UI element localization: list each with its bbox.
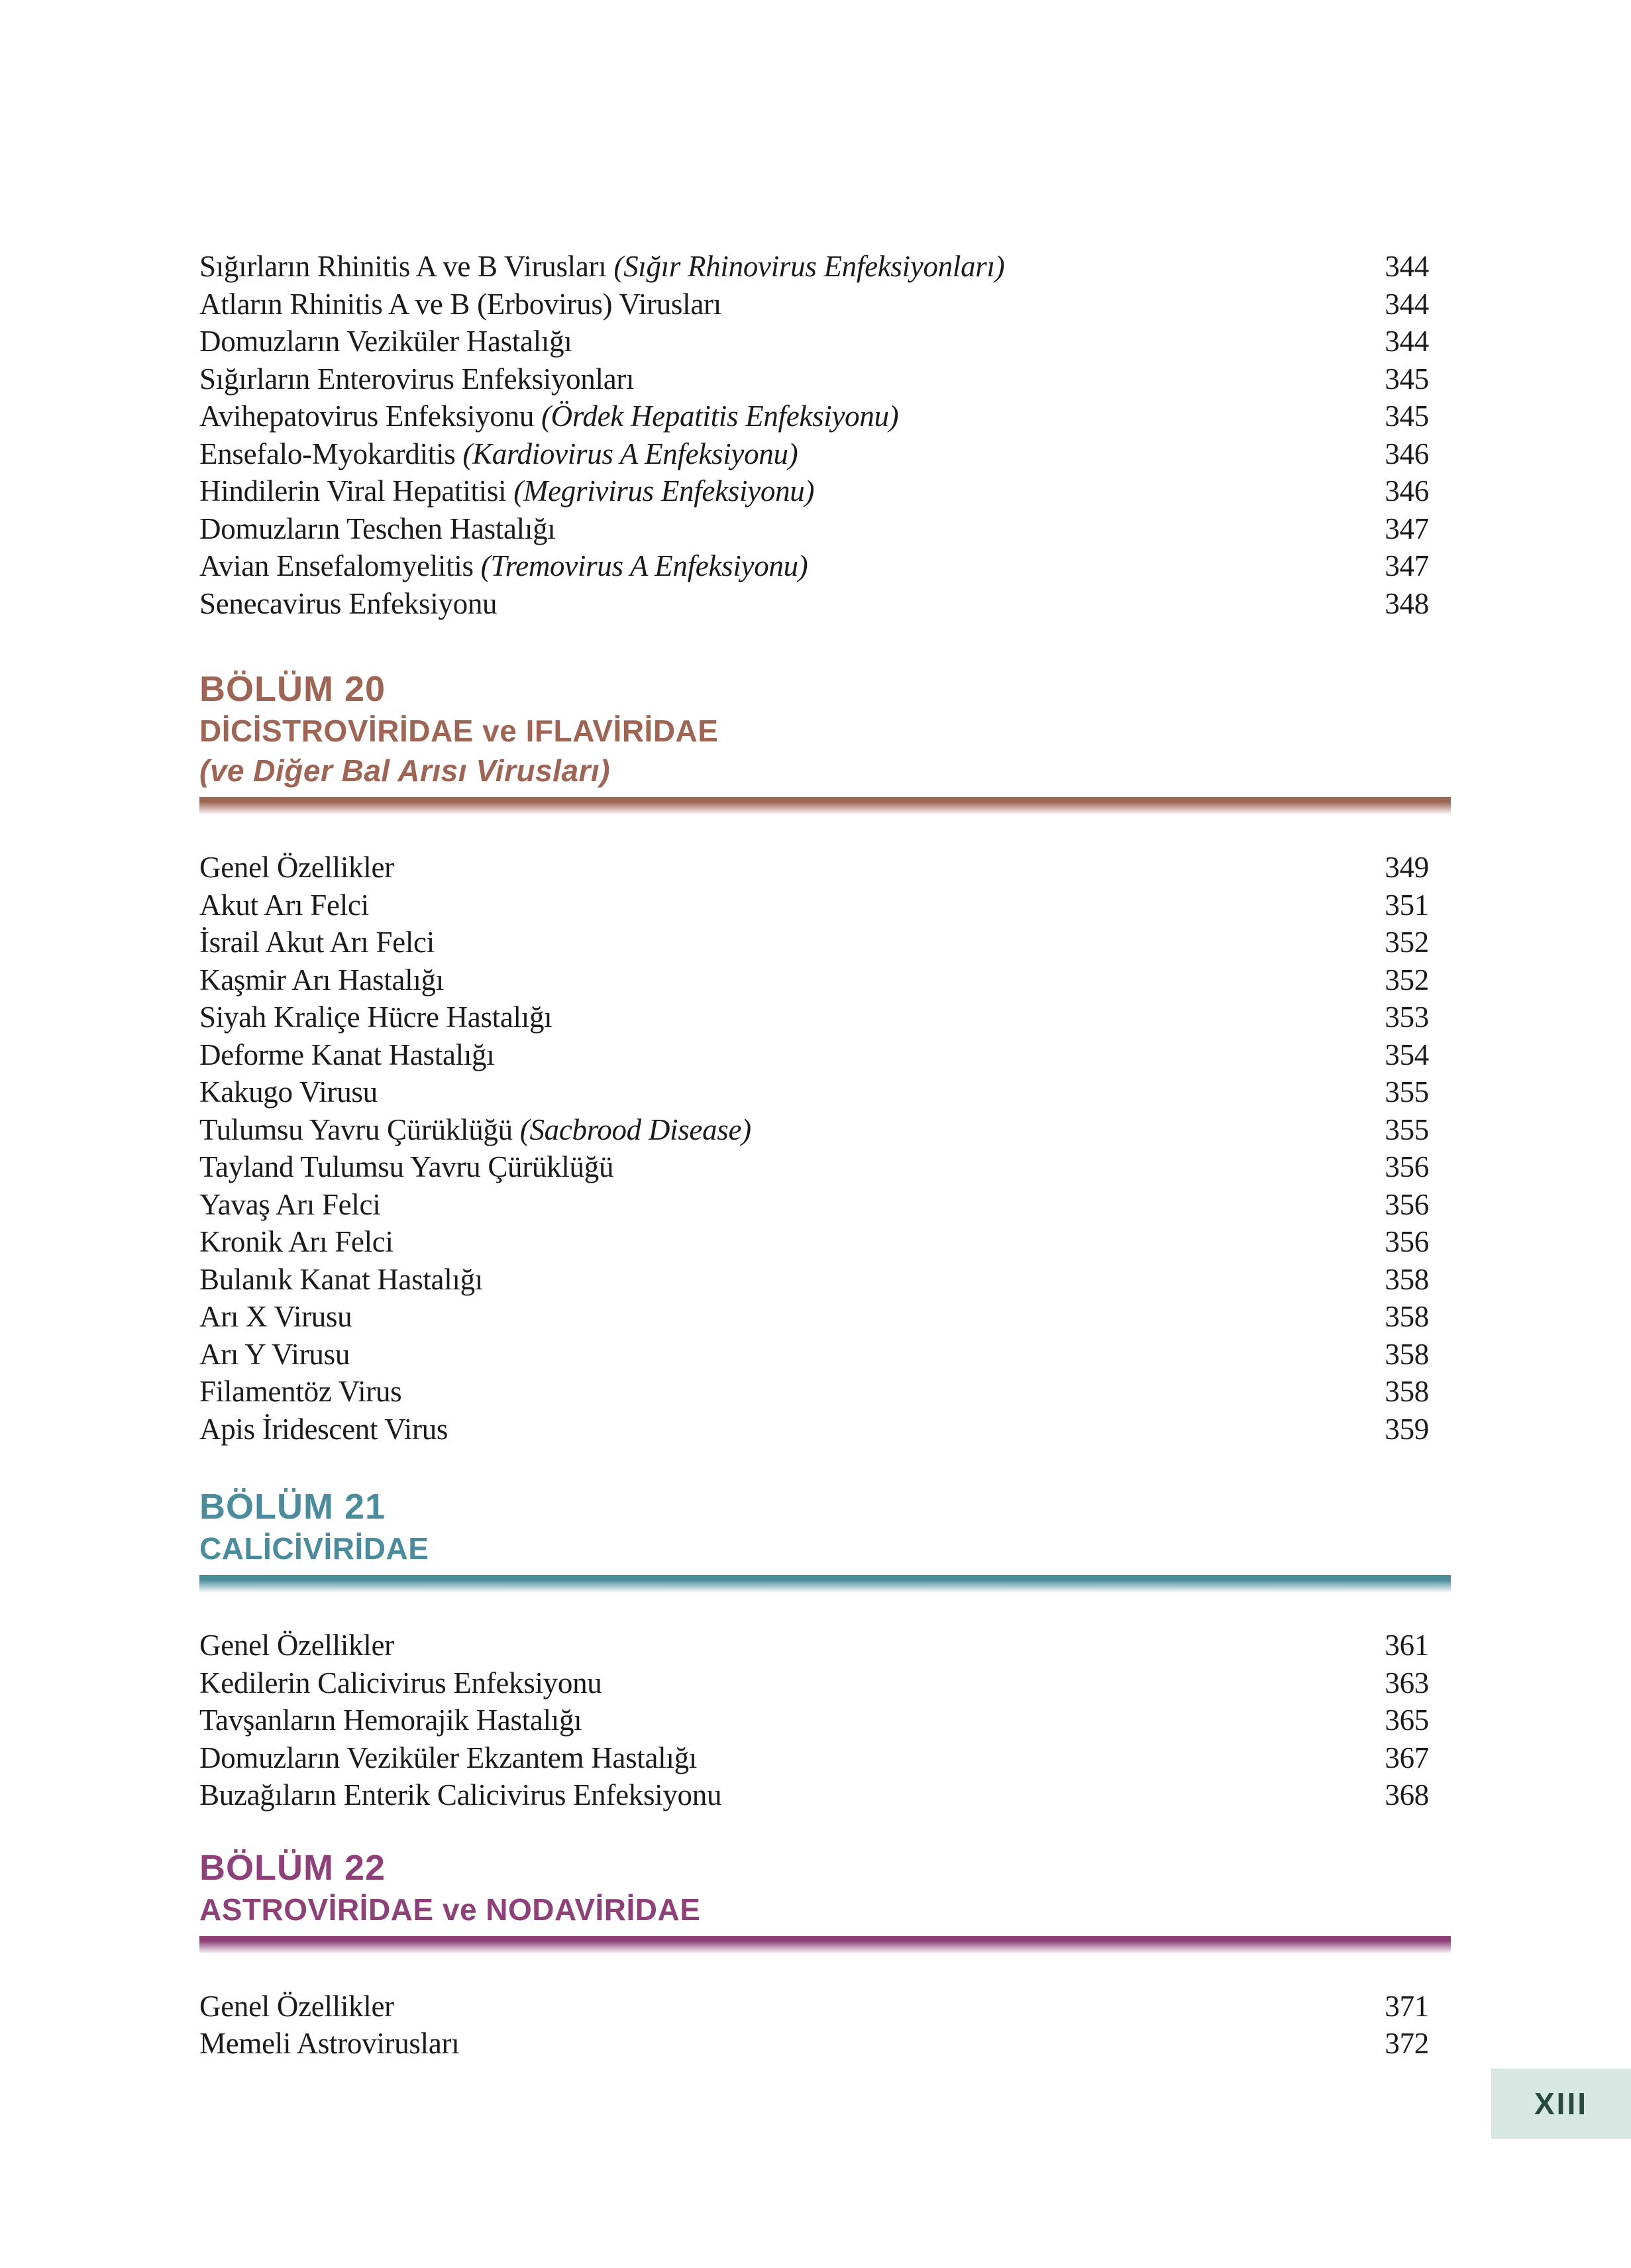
toc-entry [199, 585, 1429, 623]
toc-entry-title: Domuzların Veziküler Ekzantem Hastalığı [199, 1741, 697, 1774]
chapter-title: DİCİSTROVİRİDAE ve IFLAVİRİDAE [199, 714, 719, 748]
toc-entry-title: Kronik Arı Felci [199, 1225, 394, 1258]
chapter-section [199, 1846, 1429, 2063]
toc-entry-page: 359 [1385, 1412, 1429, 1446]
chapter-heading [199, 667, 1429, 816]
toc-entry-title: Kakugo Virusu [199, 1075, 378, 1108]
toc-entry [199, 1298, 1429, 1336]
toc-entry-title: Genel Özellikler [199, 1629, 394, 1662]
toc-entry-title: Filamentöz Virus [199, 1375, 402, 1408]
toc-entry-page: 355 [1385, 1075, 1429, 1108]
toc-entry-title: Avian Ensefalomyelitis (Tremovirus A Enfeksiyonu) [199, 549, 808, 582]
toc-entry [199, 286, 1429, 323]
toc-entry [199, 1111, 1429, 1149]
toc-entry-title: Domuzların Veziküler Hastalığı [199, 325, 572, 358]
toc-entry-title: Tulumsu Yavru Çürüklüğü (Sacbrood Disease) [199, 1112, 751, 1146]
toc-entry [199, 248, 1429, 286]
toc-entry-page: 358 [1385, 1262, 1429, 1296]
chapter-heading [199, 1846, 1429, 1955]
toc-entry-page: 361 [1385, 1629, 1429, 1662]
toc-section [199, 248, 1429, 622]
toc-entry-title: Kaşmir Arı Hastalığı [199, 963, 444, 997]
toc-entry-title: Senecavirus Enfeksiyonu [199, 586, 498, 620]
chapter-title: CALİCİVİRİDAE [199, 1531, 429, 1566]
toc-entry [199, 1411, 1429, 1448]
toc-entry-title: Genel Özellikler [199, 1989, 394, 2023]
toc-entry [199, 398, 1429, 435]
toc-entry-page: 358 [1385, 1300, 1429, 1333]
toc-entry-page: 344 [1385, 325, 1429, 358]
toc-entry [199, 547, 1429, 585]
chapter-number: BÖLÜM 20 [199, 669, 386, 709]
toc-content [199, 248, 1429, 2063]
toc-entry [199, 472, 1429, 510]
chapter-heading [199, 1485, 1429, 1593]
toc-entry-page: 356 [1385, 1187, 1429, 1221]
toc-entry-page: 354 [1385, 1038, 1429, 1071]
page-number-box [1491, 2069, 1631, 2139]
toc-entry-title: Akut Arı Felci [199, 888, 369, 922]
toc-entry-title: Siyah Kraliçe Hücre Hastalığı [199, 1000, 552, 1034]
toc-entry [199, 849, 1429, 887]
toc-entry [199, 1776, 1429, 1814]
toc-entry-page: 368 [1385, 1778, 1429, 1811]
toc-entry-page: 345 [1385, 362, 1429, 396]
toc-entry-title: Ensefalo-Myokarditis (Kardiovirus A Enfeksiyonu) [199, 437, 798, 470]
toc-entry [199, 1627, 1429, 1664]
toc-entry-title: Arı Y Virusu [199, 1337, 350, 1371]
toc-entry-title: Kedilerin Calicivirus Enfeksiyonu [199, 1666, 602, 1700]
toc-entry-page: 352 [1385, 963, 1429, 997]
toc-entry-title: Memeli Astrovirusları [199, 2027, 460, 2060]
toc-entry-title: Deforme Kanat Hastalığı [199, 1038, 495, 1071]
chapter-number: BÖLÜM 21 [199, 1487, 386, 1527]
toc-entry-page: 367 [1385, 1741, 1429, 1774]
toc-entry-page: 356 [1385, 1150, 1429, 1183]
chapter-subtitle: (ve Diğer Bal Arısı Virusları) [199, 753, 611, 788]
toc-entry [199, 1664, 1429, 1702]
toc-entry [199, 1036, 1429, 1074]
toc-entry-title: Buzağıların Enterik Calicivirus Enfeksiyonu [199, 1778, 722, 1811]
toc-entry-page: 345 [1385, 400, 1429, 433]
toc-entry-title: Sığırların Rhinitis A ve B Virusları (Sığır Rhinovirus Enfeksiyonları) [199, 250, 1005, 283]
toc-entry [199, 1701, 1429, 1739]
page-number-label: XIII [1534, 2086, 1589, 2121]
toc-entry-title: Apis İridescent Virus [199, 1412, 448, 1446]
toc-entry [199, 924, 1429, 961]
toc-entry [199, 435, 1429, 473]
toc-entry [199, 999, 1429, 1036]
toc-entry-page: 365 [1385, 1703, 1429, 1737]
toc-entry-title: Yavaş Arı Felci [199, 1187, 381, 1221]
toc-entry-title: Avihepatovirus Enfeksiyonu (Ördek Hepatitis Enfeksiyonu) [199, 400, 899, 433]
toc-entry [199, 1739, 1429, 1777]
toc-entry-title: İsrail Akut Arı Felci [199, 926, 435, 959]
toc-entry-title: Sığırların Enterovirus Enfeksiyonları [199, 362, 635, 396]
toc-entry-page: 353 [1385, 1000, 1429, 1034]
chapter-title: ASTROVİRİDAE ve NODAVİRİDAE [199, 1892, 701, 1927]
chapter-rule [199, 797, 1451, 816]
toc-entry-page: 347 [1385, 549, 1429, 582]
toc-entry-page: 344 [1385, 250, 1429, 283]
toc-entry [199, 360, 1429, 398]
toc-entry [199, 1373, 1429, 1411]
toc-entry-page: 349 [1385, 851, 1429, 884]
toc-entry [199, 1336, 1429, 1374]
toc-entry-page: 356 [1385, 1225, 1429, 1258]
chapter-number: BÖLÜM 22 [199, 1847, 386, 1888]
toc-entry-title: Domuzların Teschen Hastalığı [199, 512, 556, 545]
toc-entry [199, 1186, 1429, 1224]
toc-entry [199, 961, 1429, 999]
toc-entry-page: 372 [1385, 2027, 1429, 2060]
toc-entry-title: Atların Rhinitis A ve B (Erbovirus) Virusları [199, 287, 721, 321]
toc-entry [199, 2025, 1429, 2063]
toc-entry [199, 510, 1429, 548]
toc-entry-page: 363 [1385, 1666, 1429, 1700]
toc-entry-title: Bulanık Kanat Hastalığı [199, 1262, 484, 1296]
toc-entry-page: 346 [1385, 437, 1429, 470]
toc-entry-page: 352 [1385, 926, 1429, 959]
toc-entry-title: Hindilerin Viral Hepatitisi (Megrivirus Enfeksiyonu) [199, 474, 815, 508]
toc-entry [199, 1148, 1429, 1186]
toc-entry-page: 348 [1385, 586, 1429, 620]
toc-entry [199, 887, 1429, 924]
toc-entry-page: 358 [1385, 1375, 1429, 1408]
toc-entry-page: 358 [1385, 1337, 1429, 1371]
toc-entry [199, 323, 1429, 360]
toc-entry [199, 1073, 1429, 1111]
chapter-rule [199, 1575, 1451, 1593]
toc-entry-page: 346 [1385, 474, 1429, 508]
toc-entry-title: Tayland Tulumsu Yavru Çürüklüğü [199, 1150, 614, 1183]
toc-entry-page: 344 [1385, 287, 1429, 321]
toc-entry-page: 351 [1385, 888, 1429, 922]
chapter-rule [199, 1936, 1451, 1955]
toc-entry-page: 347 [1385, 512, 1429, 545]
toc-entry [199, 1988, 1429, 2025]
toc-entry-page: 371 [1385, 1989, 1429, 2023]
toc-entry [199, 1261, 1429, 1299]
toc-entry-title: Tavşanların Hemorajik Hastalığı [199, 1703, 582, 1737]
chapter-section [199, 1485, 1429, 1814]
toc-entry-title: Arı X Virusu [199, 1300, 352, 1333]
toc-entry-page: 355 [1385, 1112, 1429, 1146]
chapter-section [199, 667, 1429, 1448]
toc-entry-title: Genel Özellikler [199, 851, 394, 884]
toc-entry [199, 1223, 1429, 1261]
